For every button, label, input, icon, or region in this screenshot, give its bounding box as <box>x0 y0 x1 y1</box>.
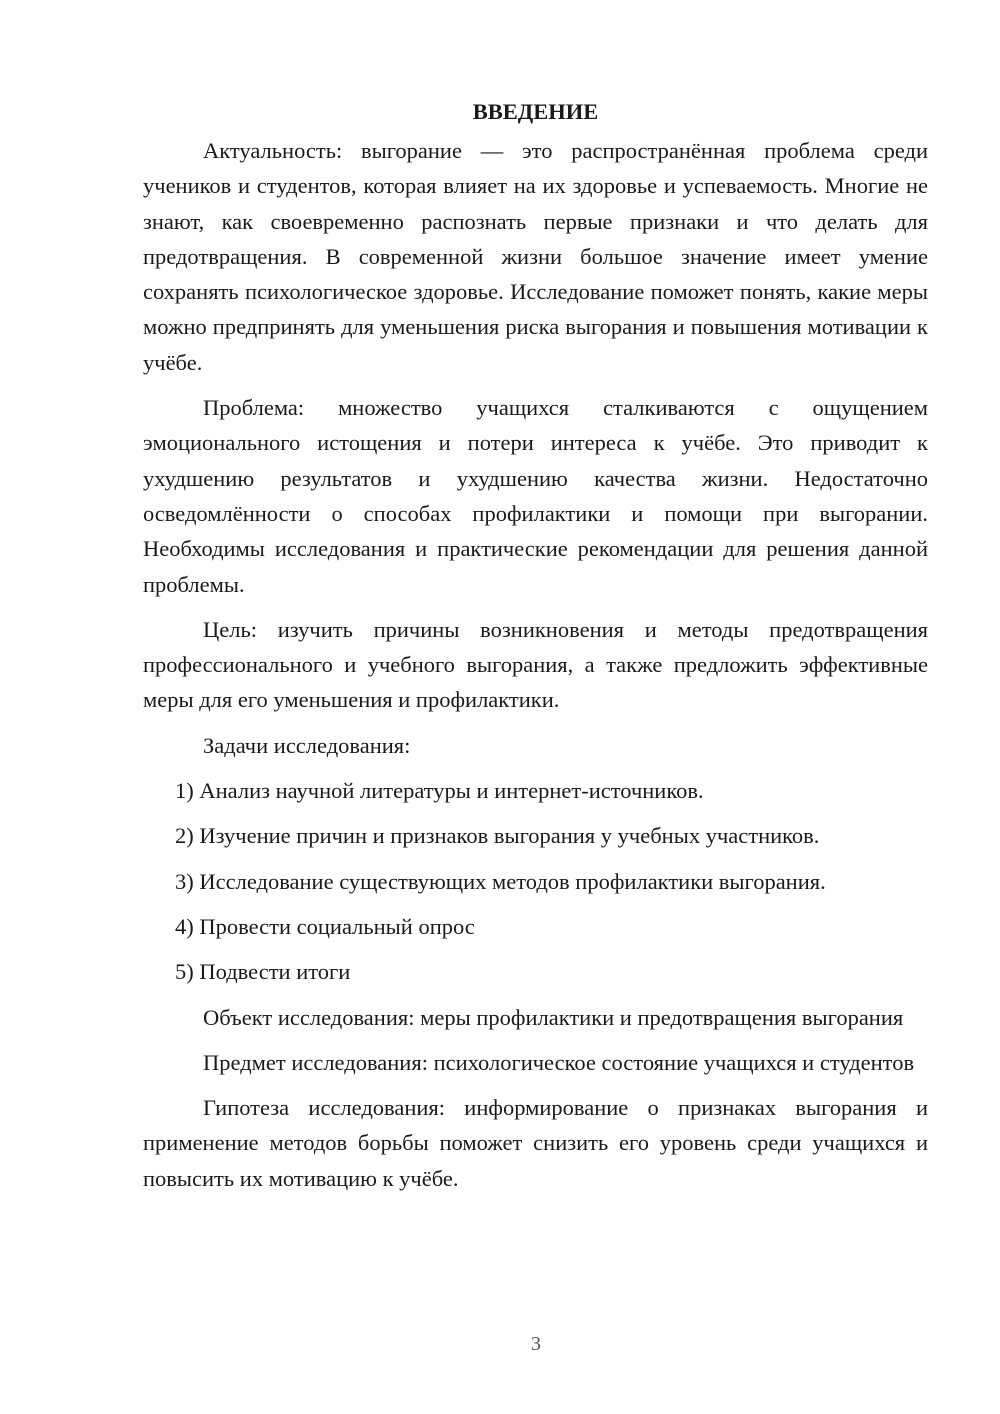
task-item-3: 3) Исследование существующих методов профилактики выгорания. <box>175 868 826 894</box>
subject-paragraph: Предмет исследования: психологическое состояние учащихся и студентов <box>203 1049 915 1075</box>
hypothesis-paragraph: Гипотеза исследования: информирование о признаках выгорания и применение методов борьбы поможет снизить его уровень среди учащихся и повысить их мотивацию к учёбе. <box>143 1095 928 1191</box>
task-item-1: 1) Анализ научной литературы и интернет-источников. <box>175 778 704 804</box>
task-item-2: 2) Изучение причин и признаков выгорания у учебных участников. <box>175 823 820 849</box>
page-number: 3 <box>531 1333 541 1355</box>
document-page <box>143 94 928 1206</box>
relevance-paragraph: Актуальность: выгорание — это распространённая проблема среди учеников и студентов, которая влияет на их здоровье и успеваемость. Многие не знают, как своевременно распознать первые признаки и что делать для предотвращения. В современной жизни большое значение имеет умение сохранять психологическое здоровье. Исследование поможет понять, какие меры можно предпринять для уменьшения риска выгорания и повышения мотивации к учёбе. <box>143 138 928 375</box>
object-paragraph: Объект исследования: меры профилактики и предотвращения выгорания <box>203 1004 904 1030</box>
task-item-5: 5) Подвести итоги <box>175 959 351 985</box>
tasks-heading: Задачи исследования: <box>203 732 411 758</box>
problem-paragraph: Проблема: множество учащихся сталкиваются с ощущением эмоционального истощения и потери интереса к учёбе. Это приводит к ухудшению результатов и ухудшению качества жизни. Недостаточно осведомлённости о способах профилактики и помощи при выгорании. Необходимы исследования и практические рекомендации для решения данной проблемы. <box>143 395 928 597</box>
page-title: ВВЕДЕНИЕ <box>472 99 599 124</box>
task-item-4: 4) Провести социальный опрос <box>175 913 475 939</box>
goal-paragraph: Цель: изучить причины возникновения и методы предотвращения профессионального и учебного выгорания, а также предложить эффективные меры для его уменьшения и профилактики. <box>143 616 928 713</box>
